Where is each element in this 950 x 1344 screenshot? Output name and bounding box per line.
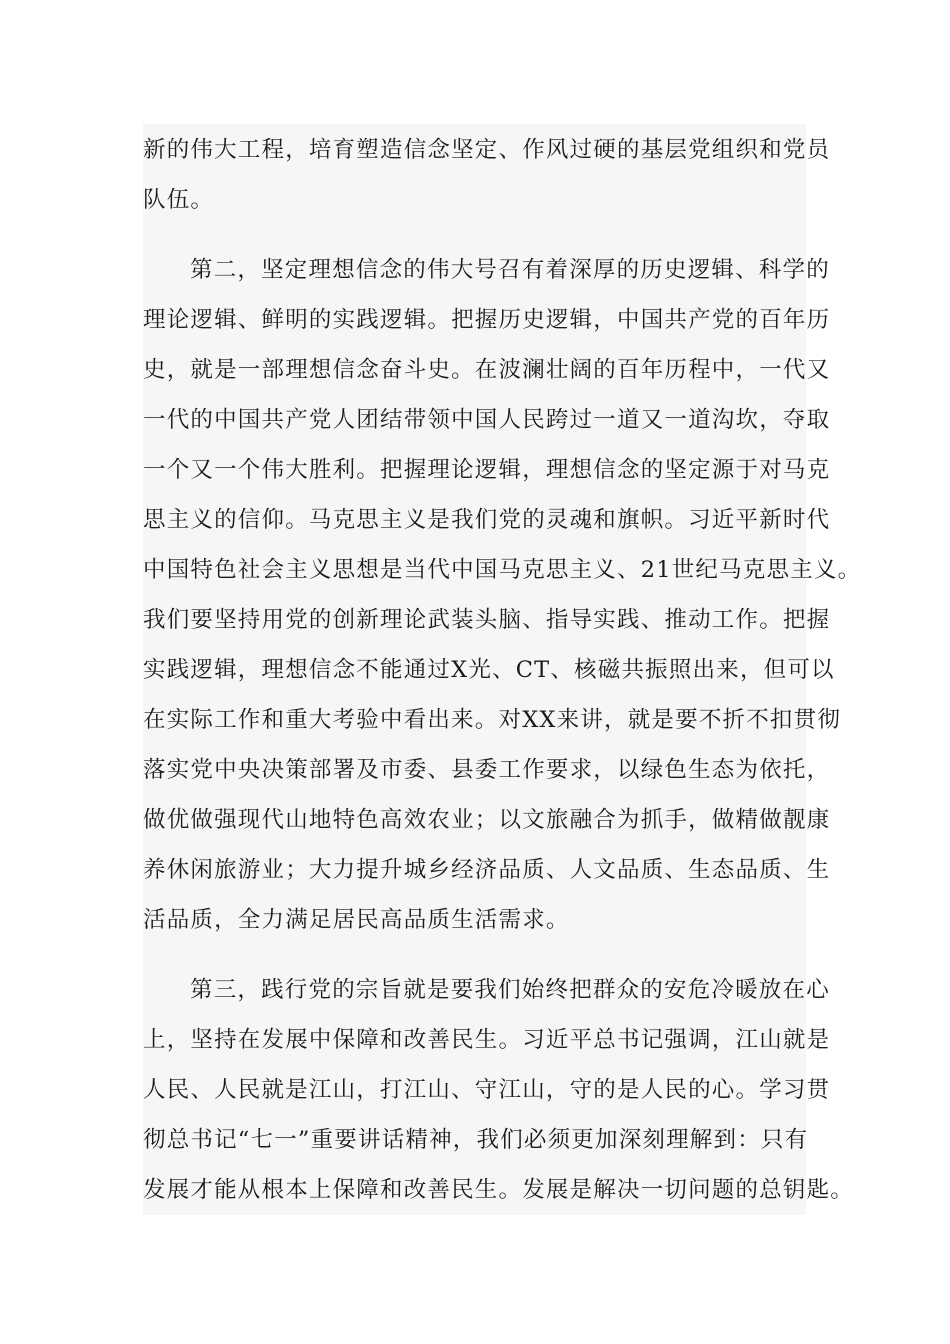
paragraph-2-line-3: 史，就是一部理想信念奋斗史。在波澜壮阔的百年历程中，一代又: [143, 357, 831, 383]
paragraph-1-line-2: 队伍。: [143, 187, 215, 213]
paragraph-2-line-5: 一个又一个伟大胜利。把握理论逻辑，理想信念的坚定源于对马克: [143, 457, 831, 483]
paragraph-3-line-4: 彻总书记“七一”重要讲话精神，我们必须更加深刻理解到：只有: [143, 1127, 809, 1153]
paragraph-2-line-12: 做优做强现代山地特色高效农业；以文旅融合为抓手，做精做靓康: [143, 807, 831, 833]
paragraph-2-line-11: 落实党中央决策部署及市委、县委工作要求，以绿色生态为依托，: [143, 757, 831, 783]
paragraph-3-line-5: 发展才能从根本上保障和改善民生。发展是解决一切问题的总钥匙。: [143, 1177, 855, 1203]
paragraph-3-line-3: 人民、人民就是江山，打江山、守江山，守的是人民的心。学习贯: [143, 1077, 831, 1103]
paragraph-3-line-1: 第三，践行党的宗旨就是要我们始终把群众的安危冷暖放在心: [190, 977, 830, 1003]
paragraph-2-line-4: 一代的中国共产党人团结带领中国人民跨过一道又一道沟坎，夺取: [143, 407, 831, 433]
paragraph-3-line-2: 上，坚持在发展中保障和改善民生。习近平总书记强调，江山就是: [143, 1027, 831, 1053]
paragraph-1-line-1: 新的伟大工程，培育塑造信念坚定、作风过硬的基层党组织和党员: [143, 137, 831, 163]
paragraph-2-line-1: 第二，坚定理想信念的伟大号召有着深厚的历史逻辑、科学的: [190, 257, 830, 283]
paragraph-2-line-7: 中国特色社会主义思想是当代中国马克思主义、21世纪马克思主义。: [143, 557, 862, 583]
paragraph-2-line-8: 我们要坚持用党的创新理论武装头脑、指导实践、推动工作。把握: [143, 607, 831, 633]
paragraph-2-line-10: 在实际工作和重大考验中看出来。对XX来讲，就是要不折不扣贯彻: [143, 707, 842, 733]
paragraph-2-line-6: 思主义的信仰。马克思主义是我们党的灵魂和旗帜。习近平新时代: [143, 507, 831, 533]
paragraph-2-line-14: 活品质，全力满足居民高品质生活需求。: [143, 907, 570, 933]
paragraph-2-line-13: 养休闲旅游业；大力提升城乡经济品质、人文品质、生态品质、生: [143, 857, 831, 883]
paragraph-2-line-9: 实践逻辑，理想信念不能通过X光、CT、核磁共振照出来，但可以: [143, 657, 835, 683]
paragraph-2-line-2: 理论逻辑、鲜明的实践逻辑。把握历史逻辑，中国共产党的百年历: [143, 307, 831, 333]
